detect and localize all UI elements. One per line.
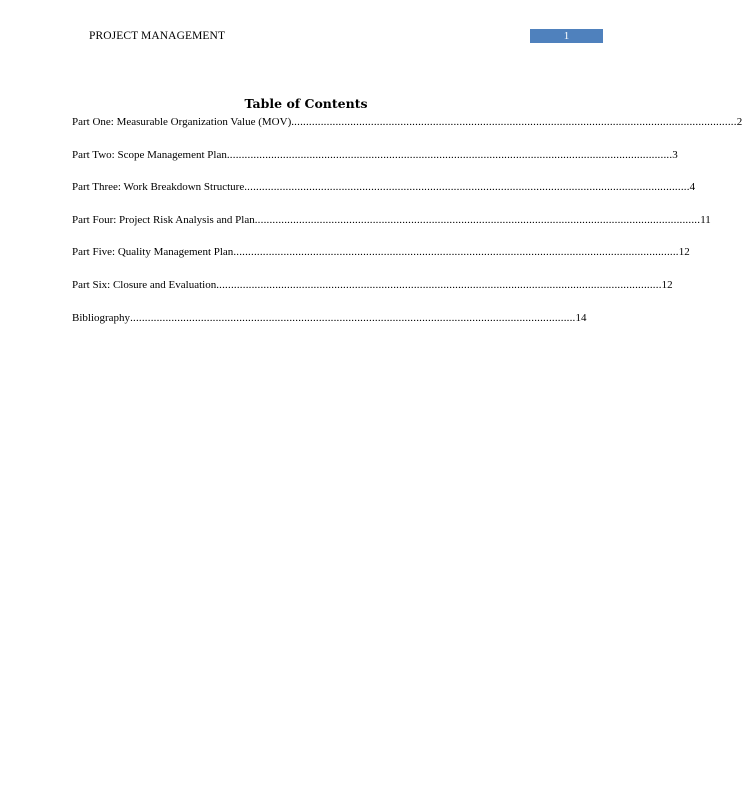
toc-entry-label: Part Two: Scope Management Plan	[72, 148, 227, 161]
toc-entry-page: 4	[689, 181, 696, 194]
toc-entry-part-one[interactable]	[72, 115, 742, 129]
toc-entry-part-five[interactable]	[72, 245, 690, 259]
toc-dot-leader: .......................................................................................................................................................	[254, 213, 701, 226]
toc-entry-part-three[interactable]	[72, 180, 696, 194]
toc-entry-bibliography[interactable]	[72, 311, 587, 325]
page-number-badge: 1	[530, 29, 603, 43]
toc-dot-leader: .......................................................................................................................................................	[244, 181, 690, 194]
toc-entry-page: 12	[661, 278, 673, 291]
toc-entry-part-two[interactable]	[72, 148, 678, 162]
toc-entry-label: Part One: Measurable Organization Value (MOV)	[72, 116, 292, 128]
toc-title: Table of Contents	[244, 96, 368, 111]
toc-entry-page: 14	[575, 311, 587, 324]
toc-dot-leader: .......................................................................................................................................................	[233, 246, 679, 259]
toc-entry-page: 3	[672, 148, 678, 161]
toc-entry-label: Part Five: Quality Management Plan	[72, 246, 234, 259]
toc-entry-label: Part Six: Closure and Evaluation	[72, 278, 217, 291]
toc-list	[72, 115, 742, 343]
toc-entry-page: 12	[678, 246, 690, 259]
toc-entry-part-four[interactable]	[72, 213, 711, 227]
toc-entry-label: Part Four: Project Risk Analysis and Plan	[72, 213, 255, 226]
toc-dot-leader: .......................................................................................................................................................	[130, 311, 576, 324]
toc-entry-part-six[interactable]	[72, 278, 673, 292]
toc-dot-leader: .......................................................................................................................................................	[226, 148, 673, 161]
toc-entry-page: 2	[736, 116, 742, 128]
toc-entry-label: Bibliography	[72, 311, 131, 324]
running-head: PROJECT MANAGEMENT	[89, 30, 226, 42]
toc-dot-leader: .......................................................................................................................................................	[216, 278, 662, 291]
toc-dot-leader: .......................................................................................................................................................	[291, 116, 737, 128]
toc-entry-page: 11	[700, 213, 711, 226]
toc-entry-label: Part Three: Work Breakdown Structure	[72, 181, 245, 194]
